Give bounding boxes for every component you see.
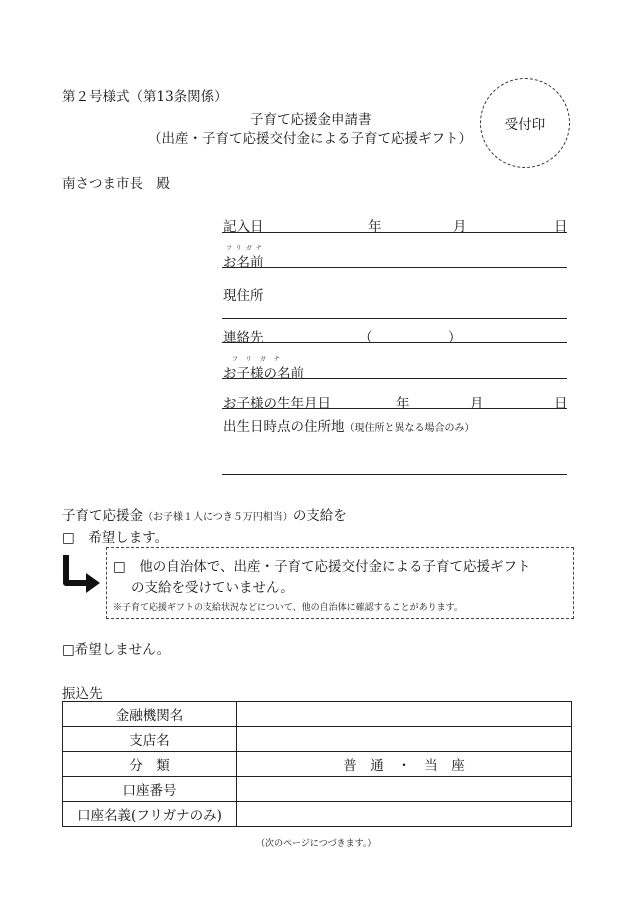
bank-heading: 振込先 (62, 686, 103, 702)
birth-address-note: （現住所と異なる場合のみ） (344, 423, 475, 434)
child-name-field[interactable] (222, 378, 567, 379)
child-name-label: お子様の名前 (223, 366, 304, 382)
branch-name-label: 支店名 (63, 727, 237, 752)
wish-yes-checkbox[interactable]: □ 希望します。 (62, 530, 169, 546)
support-amount-note: （お子様１人につき５万円相当） (143, 512, 293, 523)
entry-date-field[interactable] (222, 232, 567, 233)
bank-name-label: 金融機関名 (63, 702, 237, 727)
name-label: お名前 (223, 255, 264, 271)
entry-month-label: 月 (453, 219, 467, 235)
table-row (63, 777, 572, 802)
address-label: 現住所 (223, 288, 264, 304)
account-type-label: 分 類 (63, 752, 237, 777)
table-row (63, 752, 572, 777)
table-row (63, 727, 572, 752)
name-ruby: フリガナ (226, 245, 266, 252)
account-holder-label: 口座名義(フリガナのみ) (63, 802, 237, 827)
entry-day-label: 日 (554, 219, 568, 235)
bank-name-field[interactable] (237, 702, 572, 727)
contact-paren-open: （ (359, 330, 373, 346)
child-birthdate-field[interactable] (222, 408, 567, 409)
support-suffix: の支給を (292, 508, 347, 524)
contact-field[interactable] (222, 342, 567, 343)
continued-note: （次のページにつづきます。） (256, 839, 377, 849)
account-type-field[interactable]: 普 通 ・ 当 座 (237, 752, 572, 777)
stamp-label: 受付印 (504, 117, 546, 133)
other-municipality-checkbox[interactable]: □ 他の自治体で、出産・子育て応援交付金による子育て応援ギフト (113, 559, 531, 575)
birth-year-label: 年 (396, 396, 410, 412)
form-number: 第２号様式（第13条関係） (62, 89, 228, 105)
wish-no-checkbox[interactable]: □希望しません。 (62, 642, 171, 658)
account-number-label: 口座番号 (63, 777, 237, 802)
other-municipality-note: ※子育て応援ギフトの支給状況などについて、他の自治体に確認することがあります。 (113, 603, 463, 613)
account-number-field[interactable] (237, 777, 572, 802)
birth-day-label: 日 (554, 396, 568, 412)
page-subtitle: （出産・子育て応援交付金による子育て応援ギフト） (148, 131, 472, 147)
contact-label: 連絡先 (223, 330, 264, 346)
support-prefix: 子育て応援金 (62, 508, 143, 524)
birth-address-field[interactable] (222, 474, 567, 475)
addressee: 南さつま市長 殿 (62, 176, 170, 192)
address-field[interactable] (222, 318, 567, 319)
birth-address-text: 出生日時点の住所地 (223, 419, 345, 435)
entry-year-label: 年 (368, 219, 382, 235)
table-row (63, 802, 572, 827)
birth-month-label: 月 (470, 396, 484, 412)
contact-paren-close: ） (448, 330, 462, 346)
support-statement (62, 504, 347, 524)
page-title: 子育て応援金申請書 (250, 112, 372, 128)
birth-address-label (223, 415, 475, 435)
child-name-ruby: フリガナ (232, 356, 288, 363)
child-birthdate-label: お子様の生年月日 (223, 396, 331, 412)
bent-arrow-icon (62, 553, 102, 595)
name-field[interactable] (222, 267, 567, 268)
entry-date-label: 記入日 (223, 219, 264, 235)
account-holder-field[interactable] (237, 802, 572, 827)
reception-stamp-area (480, 78, 570, 168)
table-row (63, 702, 572, 727)
bank-table (62, 701, 572, 827)
other-municipality-text-cont: の支給を受けていません。 (131, 580, 294, 596)
branch-name-field[interactable] (237, 727, 572, 752)
